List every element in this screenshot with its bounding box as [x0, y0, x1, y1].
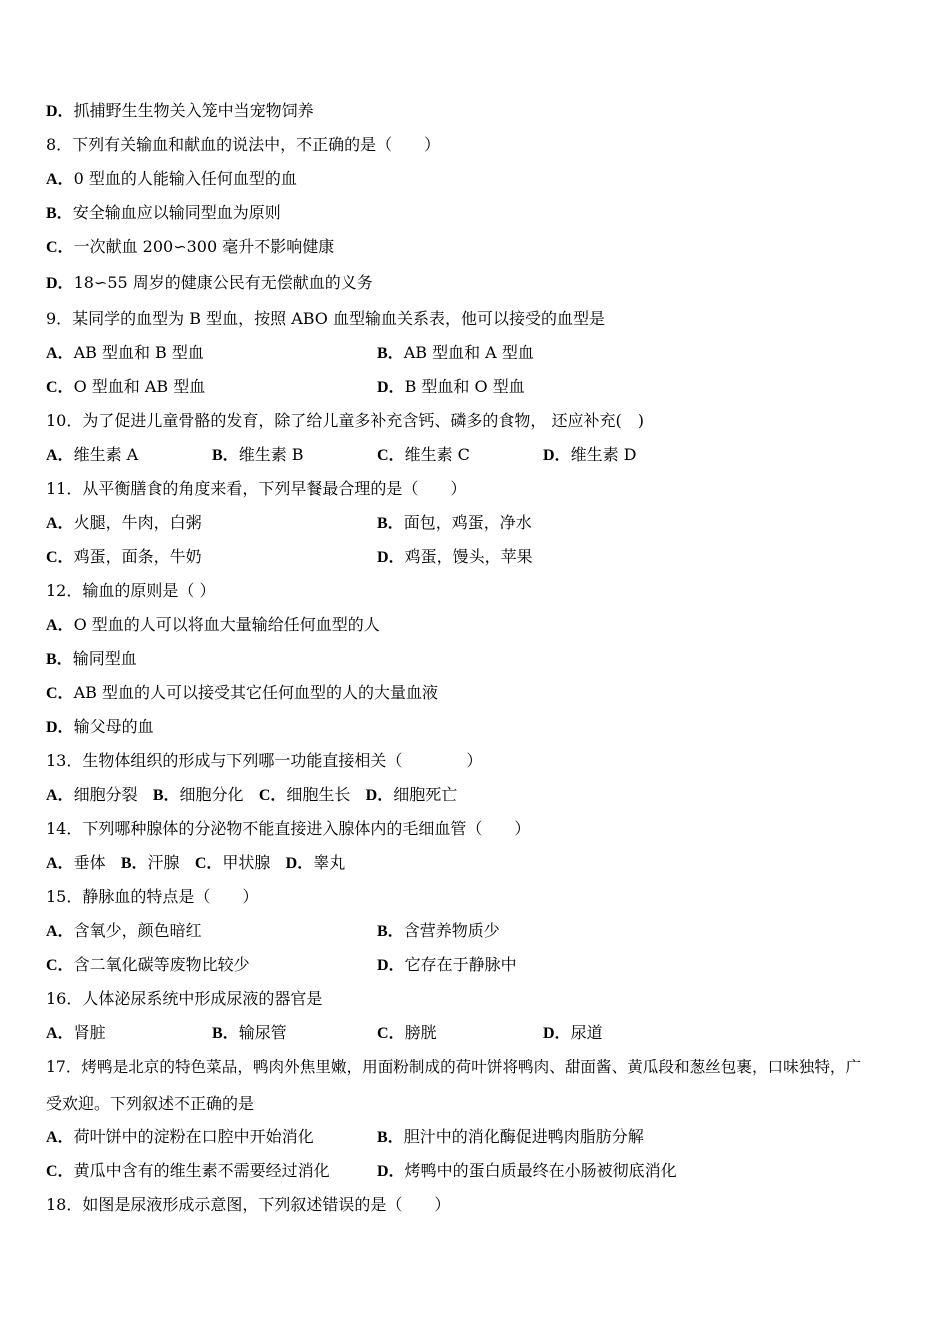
- option-text: 维生素 D: [570, 445, 637, 464]
- option-label: D．: [46, 719, 74, 736]
- question-12: 12．输血的原则是（ ）: [46, 581, 216, 600]
- option-text: AB 型血和 A 型血: [403, 343, 534, 362]
- option-text: 维生素 C: [404, 445, 470, 464]
- question-17-line-2: 受欢迎。下列叙述不正确的是: [46, 1094, 255, 1113]
- option-label: C．: [258, 787, 287, 804]
- option-text: 维生素 B: [238, 445, 304, 464]
- option-text: 鸡蛋，面条，牛奶: [73, 547, 202, 566]
- option-label: C．: [46, 379, 74, 396]
- option-label: B．: [46, 651, 73, 668]
- question-13: 13．生物体组织的形成与下列哪一功能直接相关（ ）: [46, 751, 483, 770]
- q11-option-d: [377, 547, 533, 568]
- option-label: C．: [46, 1163, 74, 1180]
- q11-option-b: [377, 513, 532, 534]
- q9-option-a: [46, 343, 204, 364]
- q17-option-d: [377, 1161, 677, 1182]
- option-label: A．: [46, 787, 74, 804]
- question-17-line-1: 17．烤鸭是北京的特色菜品，鸭肉外焦里嫩，用面粉制成的荷叶饼将鸭肉、甜面酱、黄瓜段和葱丝包裹，口味独特，广: [46, 1058, 862, 1076]
- question-14: 14．下列哪种腺体的分泌物不能直接进入腺体内的毛细血管（ ）: [46, 819, 531, 838]
- option-text: 细胞分裂: [73, 785, 138, 804]
- option-label: A．: [46, 855, 74, 872]
- option-text: 面包，鸡蛋，净水: [403, 513, 532, 532]
- q11-option-a: [46, 513, 202, 534]
- question-16: 16．人体泌尿系统中形成尿液的器官是: [46, 989, 323, 1008]
- option-label: A．: [46, 1025, 74, 1042]
- option-label: B．: [377, 515, 404, 532]
- q12-option-b: [46, 649, 137, 670]
- option-text: 黄瓜中含有的维生素不需要经过消化: [73, 1161, 330, 1180]
- option-label: C．: [46, 549, 74, 566]
- option-label: A．: [46, 923, 74, 940]
- option-text: 汗腺: [147, 853, 180, 872]
- q8-option-b: [46, 203, 281, 224]
- option-label: D．: [46, 275, 74, 292]
- q15-option-a: [46, 921, 202, 942]
- option-label: C．: [46, 685, 74, 702]
- q16-option-c: [377, 1023, 437, 1044]
- option-text: 肾脏: [73, 1023, 106, 1042]
- option-text: 烤鸭中的蛋白质最终在小肠被彻底消化: [404, 1161, 677, 1180]
- option-text: 18∽55 周岁的健康公民有无偿献血的义务: [73, 273, 373, 292]
- q16-option-a: [46, 1023, 106, 1044]
- question-18: 18．如图是尿液形成示意图，下列叙述错误的是（ ）: [46, 1195, 451, 1214]
- q14-options: [46, 853, 345, 874]
- option-text: 细胞分化: [179, 785, 244, 804]
- option-label: C．: [377, 1025, 405, 1042]
- q12-option-d: [46, 717, 154, 738]
- option-label: D．: [377, 379, 405, 396]
- option-label: A．: [46, 1129, 74, 1146]
- q8-option-d: [46, 273, 373, 294]
- option-text: 垂体: [73, 853, 106, 872]
- option-label: C．: [46, 239, 74, 256]
- q11-option-c: [46, 547, 202, 568]
- option-label: D．: [543, 1025, 571, 1042]
- option-text: 抓捕野生生物关入笼中当宠物饲养: [73, 101, 314, 120]
- option-label: D．: [377, 549, 405, 566]
- option-text: 甲状腺: [222, 853, 271, 872]
- option-label: D．: [377, 957, 405, 974]
- option-text: 荷叶饼中的淀粉在口腔中开始消化: [73, 1127, 314, 1146]
- option-text: AB 型血的人可以接受其它任何血型的人的大量血液: [73, 683, 438, 702]
- option-label: D．: [543, 447, 571, 464]
- option-label: C．: [377, 447, 405, 464]
- option-label: D．: [377, 1163, 405, 1180]
- option-text: 含营养物质少: [403, 921, 500, 940]
- q9-option-d: [377, 377, 525, 398]
- q10-option-a: [46, 445, 138, 466]
- option-label: C．: [194, 855, 223, 872]
- option-label: B．: [377, 1129, 404, 1146]
- q9-option-c: [46, 377, 205, 398]
- q17-option-c: [46, 1161, 330, 1182]
- option-text: 火腿，牛肉，白粥: [73, 513, 202, 532]
- option-label: B．: [377, 923, 404, 940]
- question-15: 15．静脉血的特点是（ ）: [46, 887, 259, 906]
- q10-option-b: [212, 445, 304, 466]
- option-label: B．: [212, 447, 239, 464]
- option-label: A．: [46, 345, 74, 362]
- q7-option-d: [46, 101, 314, 122]
- option-text: 含二氧化碳等废物比较少: [73, 955, 250, 974]
- option-text: 膀胱: [404, 1023, 437, 1042]
- option-text: 一次献血 200∽300 毫升不影响健康: [73, 237, 335, 256]
- q16-option-b: [212, 1023, 287, 1044]
- option-text: 输同型血: [72, 649, 137, 668]
- question-10: 10．为了促进儿童骨骼的发育，除了给儿童多补充含钙、磷多的食物， 还应补充( ): [46, 411, 644, 430]
- option-text: O 型血的人可以将血大量输给任何血型的人: [73, 615, 380, 634]
- option-text: 含氧少，颜色暗红: [73, 921, 202, 940]
- option-text: 胆汁中的消化酶促进鸭肉脂肪分解: [403, 1127, 644, 1146]
- option-text: B 型血和 O 型血: [404, 377, 525, 396]
- q8-option-a: [46, 169, 297, 190]
- q9-option-b: [377, 343, 534, 364]
- q10-option-d: [543, 445, 636, 466]
- question-11: 11．从平衡膳食的角度来看，下列早餐最合理的是（ ）: [46, 479, 467, 498]
- question-8: 8．下列有关输血和献血的说法中，不正确的是（ ）: [46, 135, 441, 154]
- option-label: B．: [46, 205, 73, 222]
- q8-option-c: [46, 237, 334, 258]
- option-label: D．: [46, 103, 74, 120]
- q17-option-b: [377, 1127, 644, 1148]
- option-text: AB 型血和 B 型血: [73, 343, 204, 362]
- option-label: D．: [285, 855, 314, 872]
- option-text: 安全输血应以输同型血为原则: [72, 203, 281, 222]
- q15-option-d: [377, 955, 517, 976]
- option-label: B．: [377, 345, 404, 362]
- option-text: 睾丸: [313, 853, 346, 872]
- question-9: 9．某同学的血型为 B 型血，按照 ABO 血型输血关系表，他可以接受的血型是: [46, 309, 606, 328]
- option-text: 鸡蛋，馒头，苹果: [404, 547, 533, 566]
- option-text: O 型血和 AB 型血: [73, 377, 206, 396]
- option-text: 维生素 A: [73, 445, 139, 464]
- option-text: 输尿管: [238, 1023, 287, 1042]
- option-text: 它存在于静脉中: [404, 955, 517, 974]
- q15-option-c: [46, 955, 250, 976]
- option-label: A．: [46, 617, 74, 634]
- option-text: 细胞死亡: [393, 785, 458, 804]
- q13-options: [46, 785, 457, 806]
- option-text: 尿道: [570, 1023, 603, 1042]
- q12-option-a: [46, 615, 380, 636]
- option-label: B．: [152, 787, 180, 804]
- option-text: 细胞生长: [286, 785, 351, 804]
- option-text: 0 型血的人能输入任何血型的血: [73, 169, 297, 188]
- option-text: 输父母的血: [73, 717, 154, 736]
- option-label: C．: [46, 957, 74, 974]
- option-label: A．: [46, 171, 74, 188]
- option-label: B．: [212, 1025, 239, 1042]
- option-label: B．: [120, 855, 148, 872]
- option-label: A．: [46, 447, 74, 464]
- option-label: A．: [46, 515, 74, 532]
- q17-option-a: [46, 1127, 314, 1148]
- option-label: D．: [365, 787, 394, 804]
- q10-option-c: [377, 445, 470, 466]
- q12-option-c: [46, 683, 438, 704]
- q15-option-b: [377, 921, 500, 942]
- q16-option-d: [543, 1023, 603, 1044]
